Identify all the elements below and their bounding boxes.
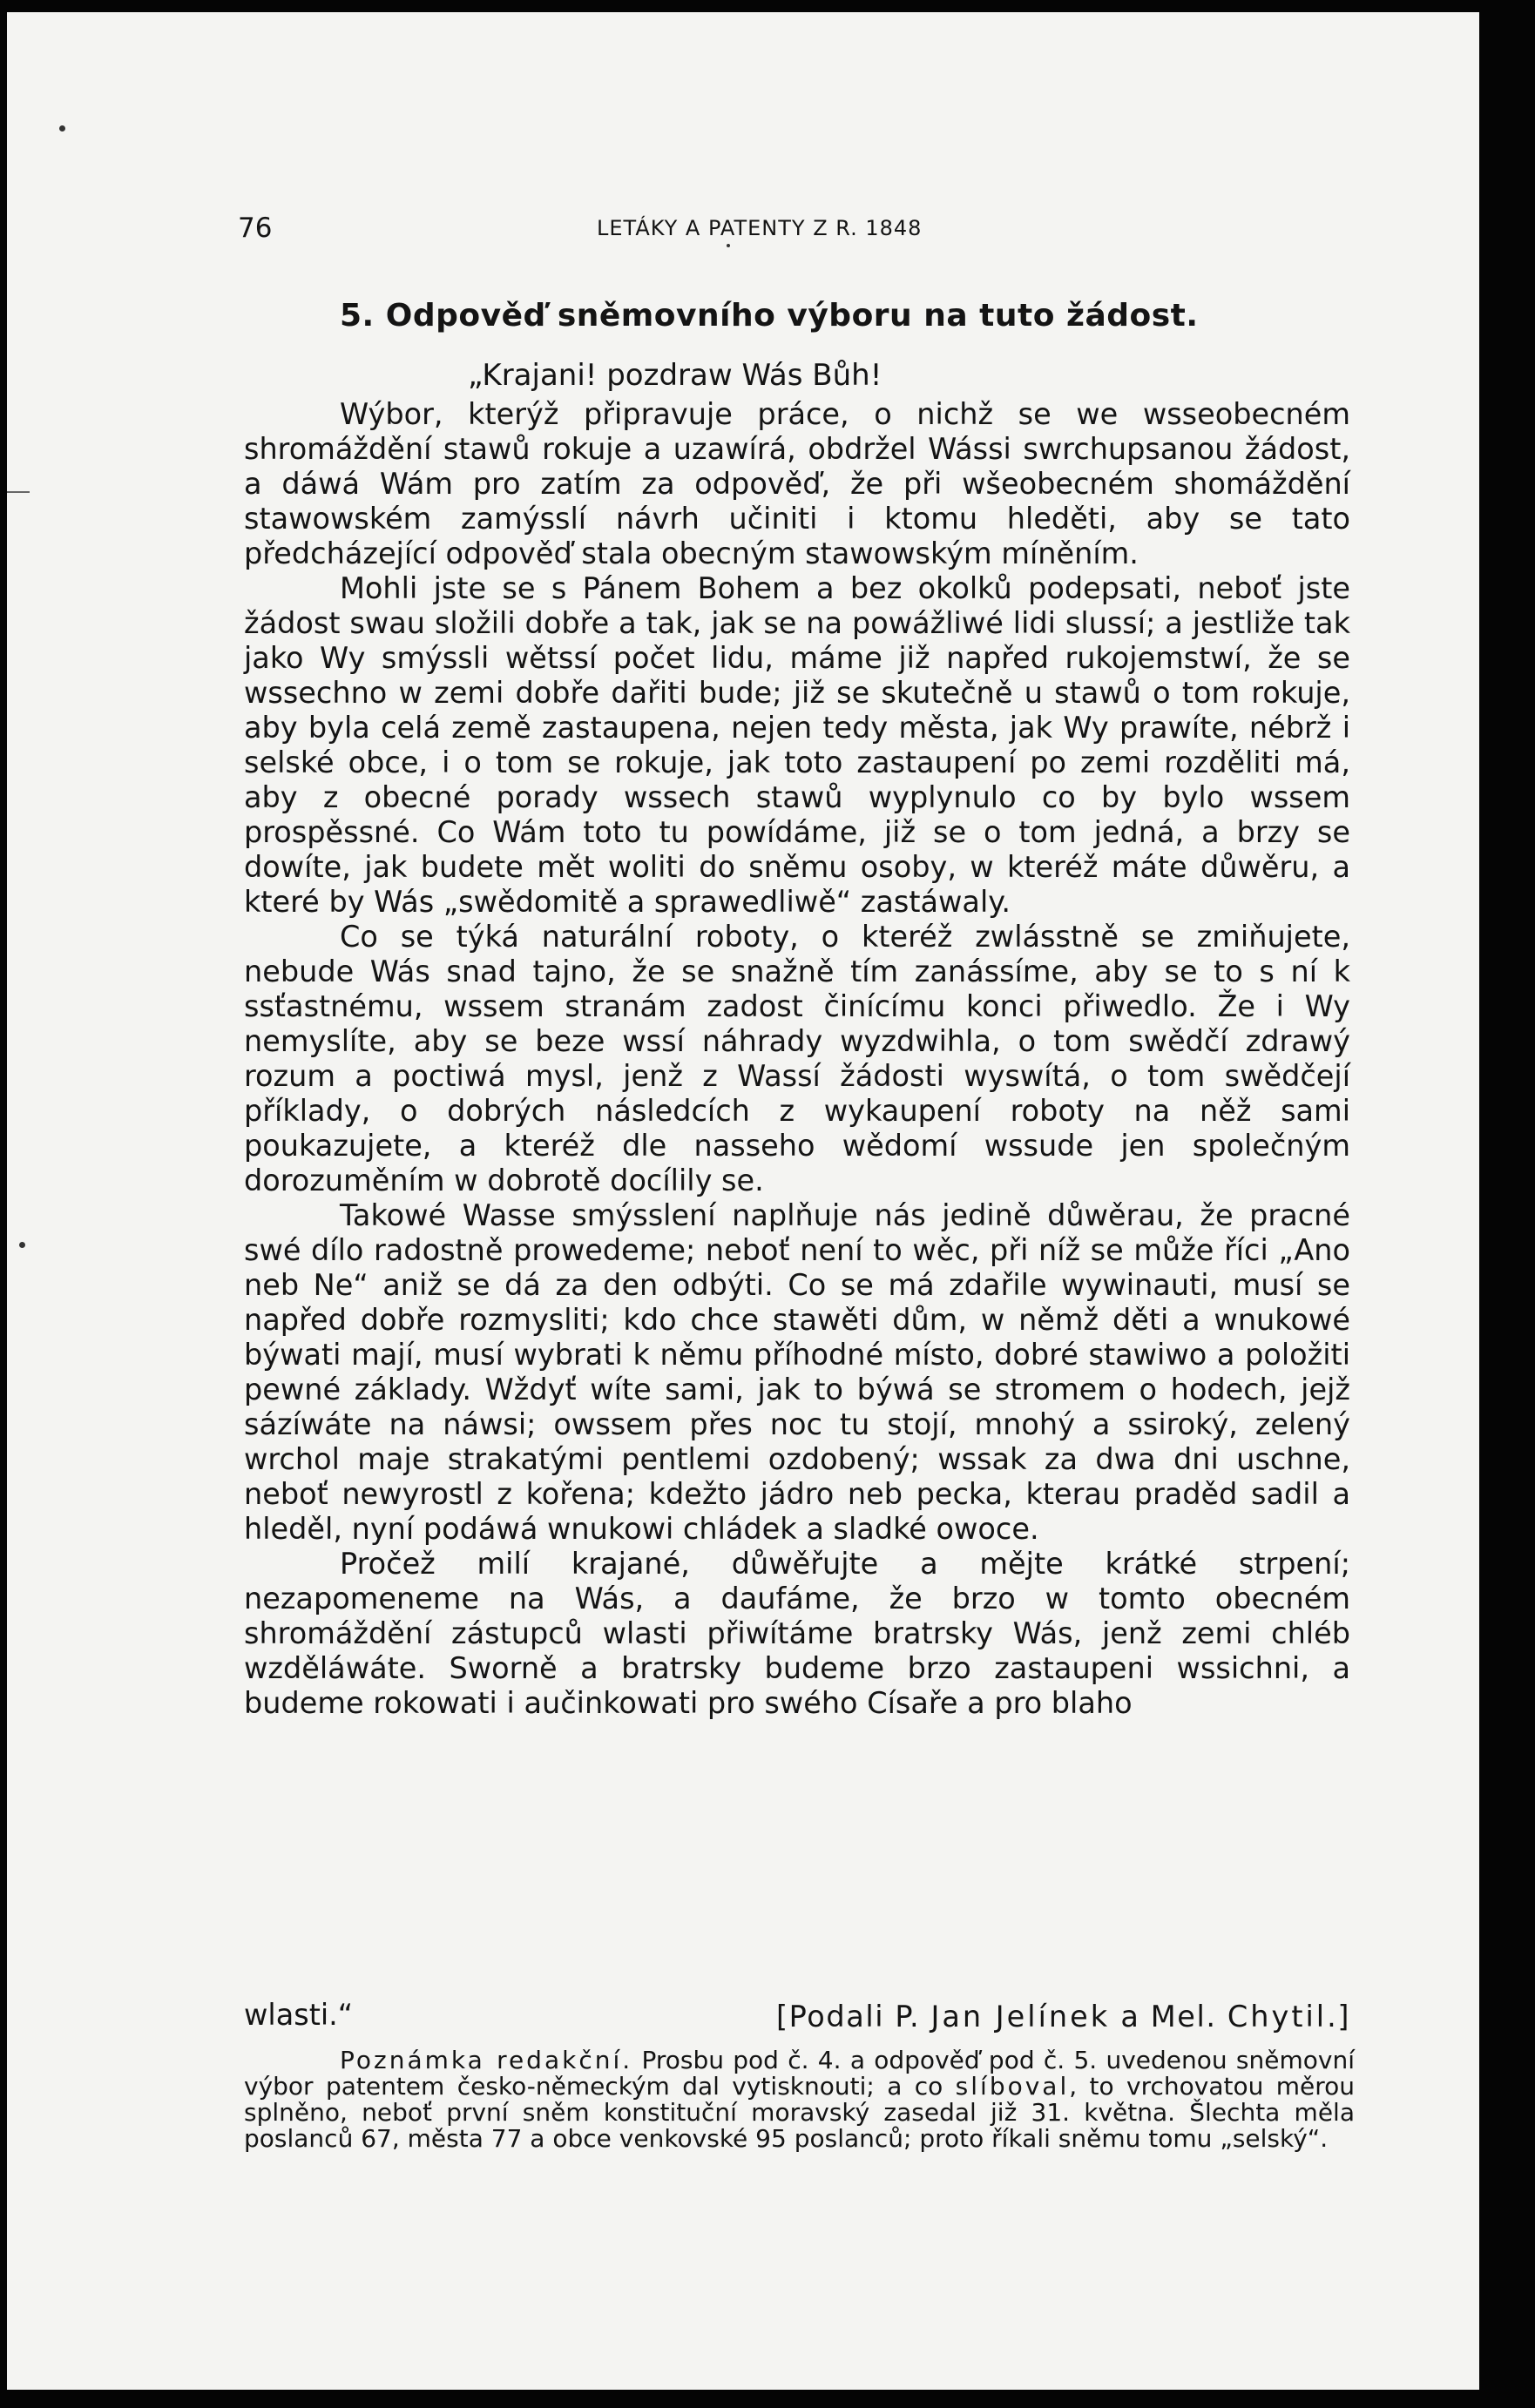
note-text: , to vrchovatou měrou splněno, neboť první sněm konstituční moravský zasedal již 31. května. Šlechta měla poslanců 67, města 77 a obce venkovské 95 poslanců; proto říkali sněmu tomu „selský“.	[244, 2072, 1356, 2153]
greeting: „Krajani! pozdraw Wás Bůh!	[468, 358, 882, 393]
credit-close: .]	[1327, 2000, 1350, 2034]
credit-mid: a Mel.	[1110, 2000, 1227, 2034]
running-head	[238, 212, 1370, 247]
scan-mark	[7, 491, 30, 493]
signatory-name: Chytil	[1227, 2000, 1328, 2034]
note-text: Prosbu pod č. 4. a odpověď pod č. 5. uvedenou sněmovní výbor patentem česko-německým dal vytisknouti; a co	[244, 2046, 1355, 2101]
paragraph: Takowé Wasse smýsslení naplňuje nás jedině důwěrau, že pracné swé dílo radostně prowedeme; neboť není to wěc, při níž se může říci „Ano neb Ne“ aniž se dá za den odbýti. Co se má zdařile wywinauti, musí se napřed dobře rozmysliti; kdo chce stawěti dům, w němž děti a wnukowé býwati mají, musí wybrati k němu příhodné místo, dobré stawiwo a položiti pewné základy. Wždyť wíte sami, jak to býwá se stromem o hodech, jejž sázíwáte na náwsi; owssem přes noc tu stojí, mnohý a ssiroký, zelený wrchol maje strakatými pentlemi ozdobený; wssak za dwa dni uschne, neboť newyrostl z kořena; kdežto jádro neb pecka, kterau praděd sadil a hleděl, nyní podáwá wnukowi chládek a sladké owoce.	[244, 1198, 1350, 1546]
paragraph: Wýbor, kterýž připravuje práce, o nichž se we wsseobecném shromáždění stawů rokuje a uzawírá, obdržel Wássi swrchupsanou žádost, a dáwá Wám pro zatím za odpověď, že při wšeobecném shomáždění stawowském zamýsslí návrh učiniti i ktomu hleděti, aby se tato předcházející odpověď stala obecným stawowským míněním.	[244, 397, 1350, 570]
paragraph: Mohli jste se s Pánem Bohem a bez okolků podepsati, neboť jste žádost swau složili dobře a tak, jak se na powážliwé lidi slussí; a jestliže tak jako Wy smýssli wětssí počet lidu, máme již napřed rukojemstwí, že se wssechno w zemi dobře dařiti bude; již se skutečně u stawů o tom rokuje, aby byla celá země zastaupena, nejen tedy města, jak Wy prawíte, nébrž i selské obce, i o tom se rokuje, jak toto zastaupení po zemi rozděliti má, aby z obecné porady wssech stawů wyplynulo co by bylo wssem prospěssné. Co Wám toto tu powídáme, již se o tom jedná, a brzy se dowíte, jak budete mět woliti do sněmu osoby, w kteréž máte důwěru, a které by Wás „swědomitě a sprawedliwě“ zastáwaly.	[244, 571, 1350, 919]
paragraph: Co se týká naturální roboty, o kteréž zwlásstně se zmiňujete, nebude Wás snad tajno, že se snažně tím zanássíme, aby se to s ní k ssťastnému, wssem stranám zadost činícímu konci přiwedlo. Že i Wy nemyslíte, aby se beze wssí náhrady wyzdwihla, o tom swědčí zdrawý rozum a poctiwá mysl, jenž z Wassí žádosti wyswítá, o tom swědčejí příklady, o dobrých následcích z wykaupení roboty na něž sami poukazujete, a kteréž dle nasseho wědomí wssude jen společným dorozuměním w dobrotě docílily se.	[244, 920, 1350, 1197]
signature-line	[244, 1998, 1350, 2036]
signatory-name: Jan Jelínek	[930, 2000, 1111, 2034]
scan-speck	[19, 1242, 25, 1248]
section-title: 5. Odpověď sněmovního výboru na tuto žádost.	[340, 298, 1199, 334]
paragraph: Pročež milí krajané, důwěřujte a mějte krátké strpení; nezapomeneme na Wás, a daufáme, že brzo w tomto obecném shromáždění zástupců wlasti přiwítáme bratrsky Wás, jenž zemi chléb wzděláwáte. Sworně a bratrsky budeme brzo zastaupeni wssichni, a budeme rokowati i aučinkowati pro swého Císaře a pro blaho	[244, 1547, 1350, 1720]
note-emphasis: slíboval	[955, 2072, 1070, 2101]
note-label: Poznámka redakční.	[340, 2046, 633, 2074]
running-title: LETÁKY A PATENTY Z R. 1848	[597, 216, 923, 240]
scan-speck	[727, 244, 730, 247]
note-paragraph	[244, 2047, 1355, 2152]
closing-word: wlasti.“	[244, 1998, 354, 2032]
credit-open: [Podali P.	[775, 2000, 931, 2034]
letter-body	[244, 397, 1350, 1721]
signatories	[776, 2000, 1350, 2034]
book-page	[7, 12, 1479, 2390]
page-number: 76	[238, 212, 273, 244]
scan-speck	[59, 125, 65, 132]
editorial-note	[244, 2047, 1355, 2152]
